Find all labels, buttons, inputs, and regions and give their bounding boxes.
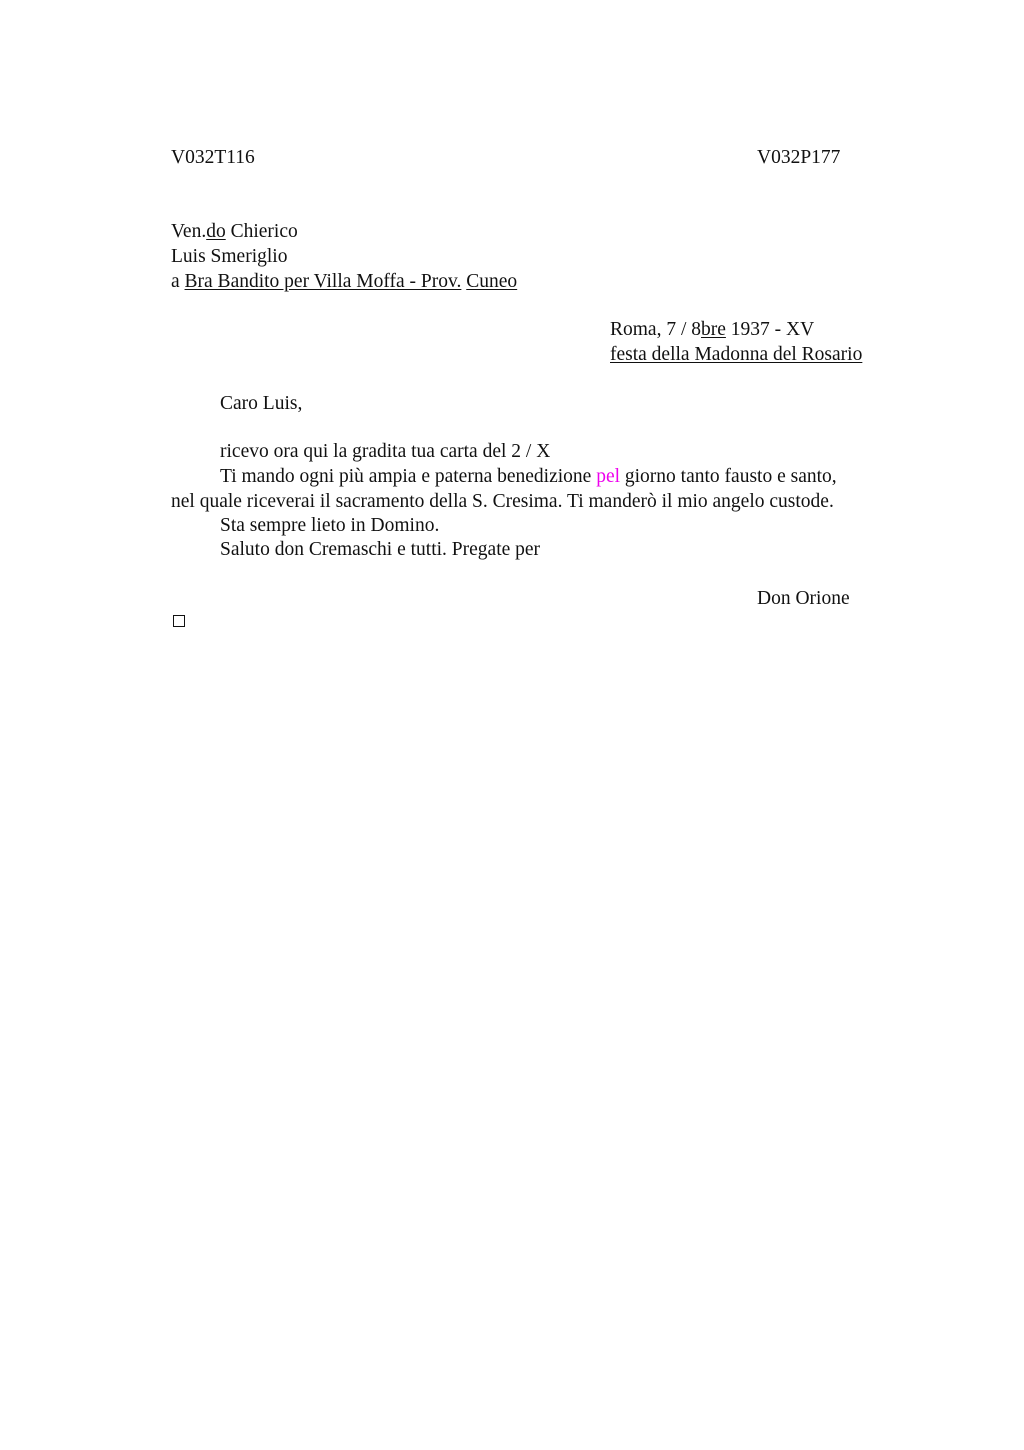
paragraph-1: ricevo ora qui la gradita tua carta del 2 / X [220, 441, 551, 462]
address-line-1 [171, 220, 298, 244]
paragraph-2-end: giorno tanto fausto e santo, [620, 466, 837, 487]
date-suffix: 1937 - XV [725, 319, 815, 340]
address-prefix: a [171, 271, 185, 292]
paragraph-2-continuation: nel quale riceverai il sacramento della S. Cresima. Ti manderò il mio angelo custode. [171, 491, 834, 512]
header-right-code: V032P177 [757, 147, 841, 168]
date-prefix: Roma, 7 / 8 [610, 319, 701, 340]
address-title-prefix: Ven. [171, 221, 207, 242]
dateline-date [610, 318, 814, 342]
address-title-suffix: Chierico [225, 221, 298, 242]
date-month-abbrev: bre [701, 319, 726, 340]
paragraph-2 [220, 465, 837, 489]
address-province: Cuneo [466, 271, 518, 292]
checkbox-square-icon [173, 615, 185, 627]
address-line-2: Luis Smeriglio [171, 246, 288, 267]
highlighted-word: pel [596, 466, 621, 487]
paragraph-3: Sta sempre lieto in Domino. [220, 515, 440, 536]
signature: Don Orione [757, 588, 850, 609]
paragraph-2-start: Ti mando ogni più ampia e paterna benedizione [220, 466, 597, 487]
address-title-abbrev: do [206, 221, 226, 242]
paragraph-4: Saluto don Cremaschi e tutti. Pregate per [220, 539, 541, 560]
salutation: Caro Luis, [220, 393, 303, 414]
address-place: Bra Bandito per Villa Moffa - Prov. [184, 271, 462, 292]
header-left-code: V032T116 [171, 147, 255, 168]
address-line-3 [171, 270, 517, 294]
dateline-feast: festa della Madonna del Rosario [610, 344, 863, 365]
